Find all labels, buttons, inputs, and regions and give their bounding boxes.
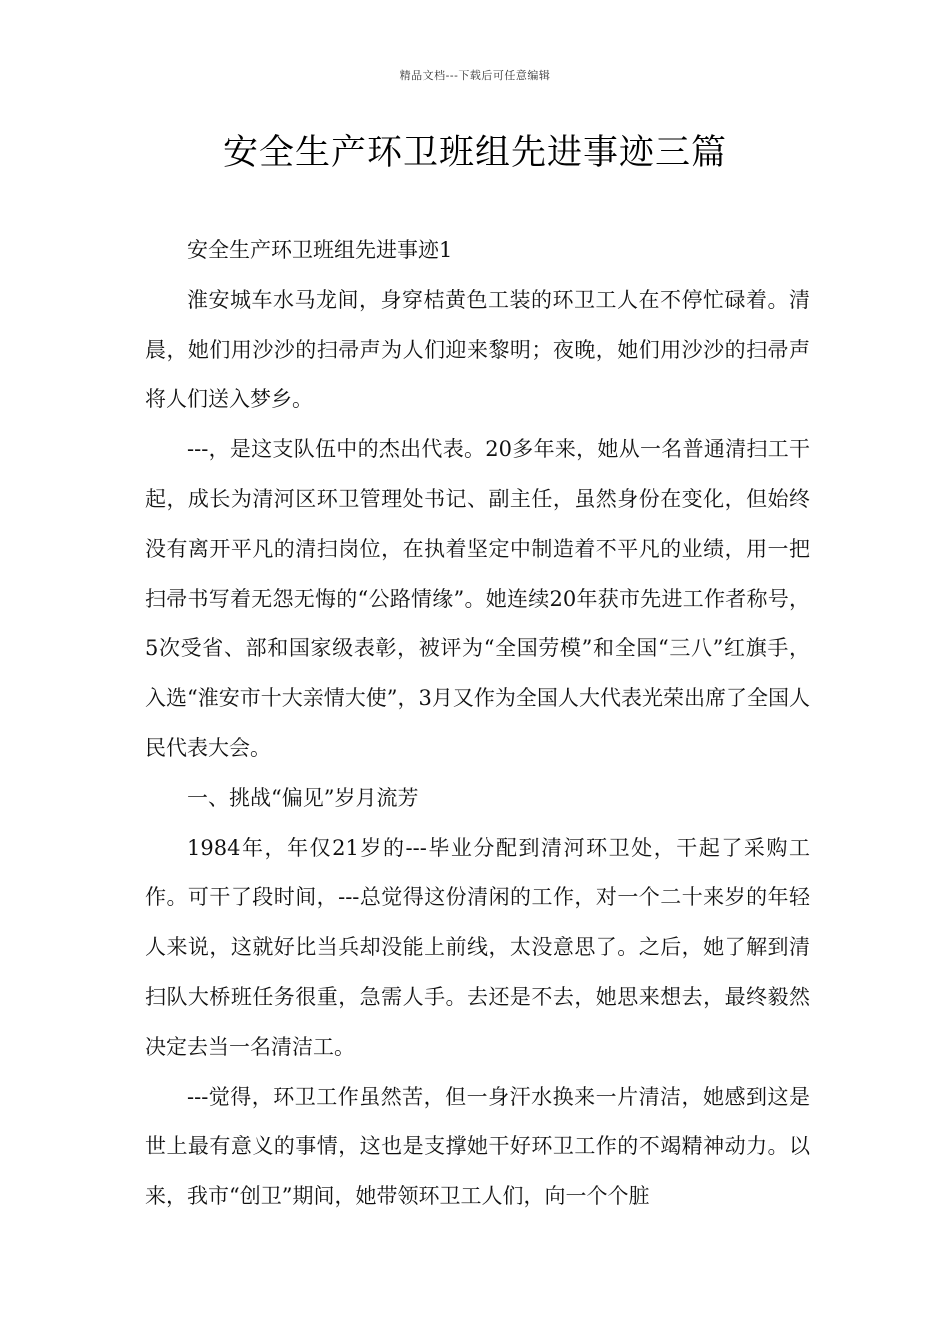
paragraph: 1984年，年仅21岁的---毕业分配到清河环卫处，干起了采购工作。可干了段时间，---总觉得这份清闲的工作，对一个二十来岁的年轻人来说，这就好比当兵却没能上前线，太没意思了。之后，她了解到清扫队大桥班任务很重，急需人手。去还是不去，她思来想去，最终毅然决定去当一名清洁工。 bbox=[145, 835, 810, 1059]
section-heading: 一、挑战“偏见”岁月流芳 bbox=[187, 785, 419, 810]
paragraph: ---觉得，环卫工作虽然苦，但一身汗水换来一片清洁，她感到这是世上最有意义的事情，这也是支撑她干好环卫工作的不竭精神动力。以来，我市“创卫”期间，她带领环卫工人们，向一个个脏 bbox=[145, 1084, 810, 1209]
page-header: 精品文档---下载后可任意编辑 bbox=[399, 69, 551, 82]
section-heading: 安全生产环卫班组先进事迹1 bbox=[187, 238, 453, 262]
document-title: 安全生产环卫班组先进事迹三篇 bbox=[222, 133, 727, 173]
paragraph: ---，是这支队伍中的杰出代表。20多年来，她从一名普通清扫工干起，成长为清河区环卫管理处书记、副主任，虽然身份在变化，但始终没有离开平凡的清扫岗位，在执着坚定中制造着不平凡的业绩，用一把扫帚书写着无怨无悔的“公路情缘”。她连续20年获市先进工作者称号，5次受省、部和国家级表彰，被评为“全国劳模”和全国“三八”红旗手，入选“淮安市十大亲情大使”，3月又作为全国人大代表光荣出席了全国人民代表大会。 bbox=[145, 437, 810, 760]
paragraph: 淮安城车水马龙间，身穿桔黄色工装的环卫工人在不停忙碌着。清晨，她们用沙沙的扫帚声为人们迎来黎明；夜晚，她们用沙沙的扫帚声将人们送入梦乡。 bbox=[145, 287, 810, 412]
document-body bbox=[145, 226, 810, 1222]
